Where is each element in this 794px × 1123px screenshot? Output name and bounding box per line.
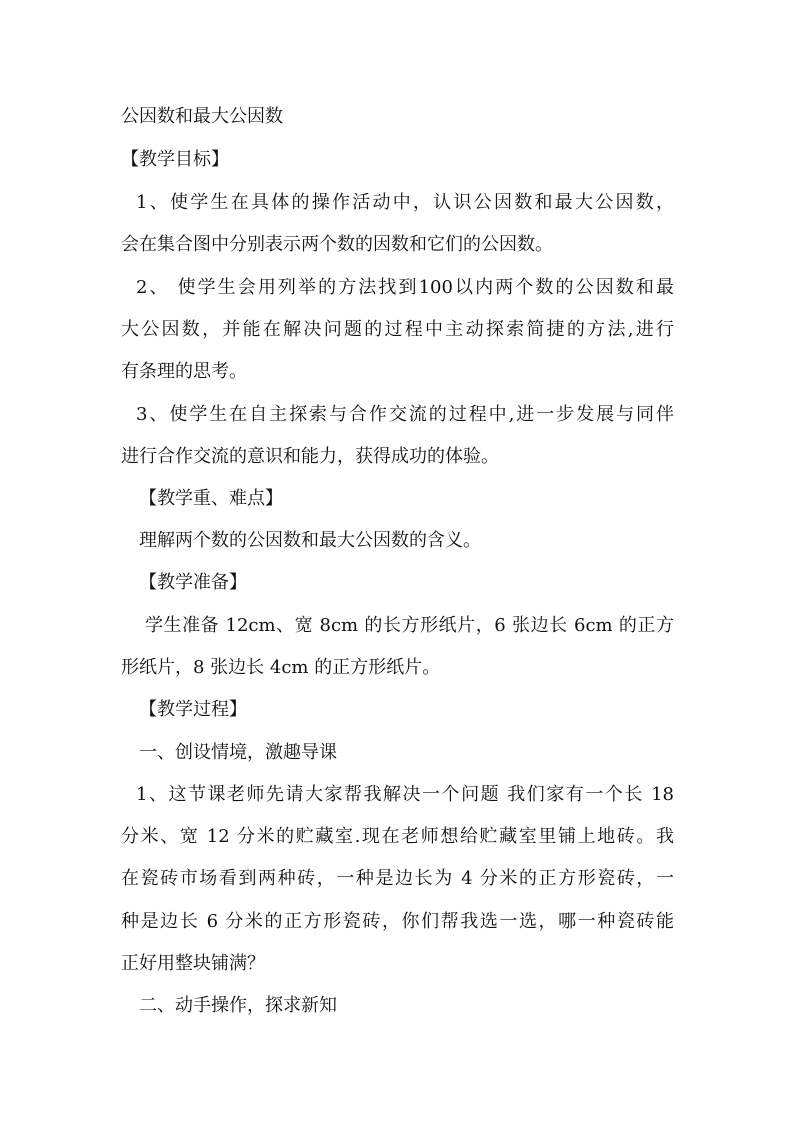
section-1-item-1-line-1: 1、这节课老师先请大家帮我解决一个问题 我们家有一个长 18 [136, 784, 674, 805]
objective-3-line-2: 进行合作交流的意识和能力，获得成功的体验。 [121, 446, 499, 467]
key-points-text: 理解两个数的公因数和最大公因数的含义。 [139, 530, 481, 551]
document-title: 公因数和最大公因数 [121, 106, 283, 127]
section-2-heading: 二、动手操作，探求新知 [139, 995, 337, 1016]
section-1-heading: 一、创设情境，激趣导课 [139, 742, 337, 763]
objective-2-line-2: 大公因数，并能在解决问题的过程中主动探索简捷的方法,进行 [121, 319, 674, 340]
section-1-item-1-line-4: 种是边长 6 分米的正方形瓷砖，你们帮我选一选，哪一种瓷砖能 [121, 911, 674, 932]
objective-1-line-2: 会在集合图中分别表示两个数的因数和它们的公因数。 [121, 234, 553, 255]
preparation-heading: 【教学准备】 [139, 572, 247, 593]
preparation-line-2: 形纸片，8 张边长 4cm 的正方形纸片。 [121, 657, 441, 678]
process-heading: 【教学过程】 [139, 699, 247, 720]
objectives-heading: 【教学目标】 [121, 149, 229, 170]
section-1-item-1-line-5: 正好用整块铺满？ [121, 953, 265, 974]
preparation-line-1: 学生准备 12cm、宽 8cm 的长方形纸片，6 张边长 6cm 的正方 [145, 615, 674, 636]
section-1-item-1-line-2: 分米、宽 12 分米的贮藏室.现在老师想给贮藏室里铺上地砖。我 [121, 826, 674, 847]
objective-2-line-1: 2、 使学生会用列举的方法找到100以内两个数的公因数和最 [136, 277, 674, 298]
key-points-heading: 【教学重、难点】 [139, 488, 283, 509]
section-1-item-1-line-3: 在瓷砖市场看到两种砖，一种是边长为 4 分米的正方形瓷砖，一 [121, 868, 674, 889]
objective-2-line-3: 有条理的思考。 [121, 361, 247, 382]
objective-3-line-1: 3、使学生在自主探索与合作交流的过程中,进一步发展与同伴 [136, 404, 674, 425]
objective-1-line-1: 1、使学生在具体的操作活动中，认识公因数和最大公因数， [136, 192, 674, 213]
